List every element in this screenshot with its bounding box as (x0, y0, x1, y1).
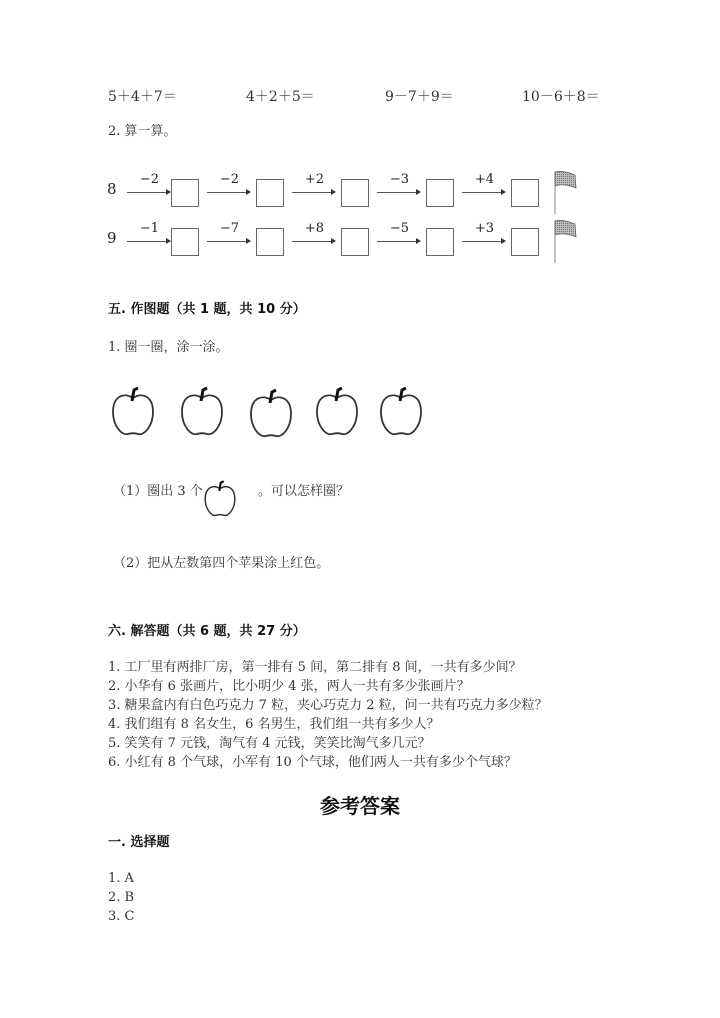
equation-4: 10－6＋8＝ (522, 89, 600, 105)
equation-2: 4＋2＋5＝ (246, 89, 315, 105)
answer-box[interactable] (171, 228, 199, 256)
answer-item-1: 1. A (108, 871, 134, 886)
answer-box[interactable] (256, 228, 284, 256)
answer-box[interactable] (341, 179, 369, 207)
word-problem-5: 5. 笑笑有 7 元钱，淘气有 4 元钱，笑笑比淘气多几元？ (108, 736, 431, 751)
answer-box[interactable] (256, 179, 284, 207)
section-5-heading: 五. 作图题（共 1 题，共 10 分） (108, 302, 306, 317)
chain-step: −2 (127, 170, 187, 210)
chain-step: −3 (377, 170, 437, 210)
answer-section-1-heading: 一. 选择题 (108, 835, 170, 850)
arrow-icon (462, 241, 502, 242)
equation-3: 9－7＋9＝ (385, 89, 454, 105)
flag-icon (553, 170, 579, 214)
arrow-icon (377, 192, 417, 193)
word-problem-4: 4. 我们组有 8 名女生，6 名男生，我们组一共有多少人？ (108, 717, 440, 732)
chain-step: −2 (207, 170, 267, 210)
subquestion-2: （2）把从左数第四个苹果涂上红色。 (113, 556, 330, 571)
word-problem-3: 3. 糖果盒内有白色巧克力 7 粒，夹心巧克力 2 粒，问一共有巧克力多少粒？ (108, 698, 548, 713)
equation-1: 5＋4＋7＝ (108, 89, 177, 105)
chain-step: −1 (127, 219, 187, 259)
arrow-icon (292, 241, 332, 242)
chain-start-number: 9 (107, 229, 117, 247)
arrow-icon (207, 241, 247, 242)
arrow-icon (462, 192, 502, 193)
apple-row (108, 384, 428, 444)
apple-icon[interactable] (378, 384, 424, 440)
word-problem-6: 6. 小红有 8 个气球，小军有 10 个气球，他们两人一共有多少个气球？ (108, 755, 517, 770)
section-5-question-1: 1. 圈一圈，涂一涂。 (108, 340, 229, 355)
chain-step: −7 (207, 219, 267, 259)
arrow-icon (292, 192, 332, 193)
word-problem-2: 2. 小华有 6 张画片，比小明少 4 张，两人一共有多少张画片？ (108, 679, 470, 694)
apple-icon (203, 478, 237, 520)
chain-step: +8 (292, 219, 352, 259)
subquestion-1-suffix: 。可以怎样圈？ (258, 484, 350, 499)
answer-key-title: 参考答案 (320, 794, 400, 818)
apple-icon[interactable] (248, 386, 294, 442)
apple-icon[interactable] (314, 384, 360, 440)
answer-box[interactable] (426, 179, 454, 207)
chain-step: +4 (462, 170, 522, 210)
arrow-icon (127, 192, 167, 193)
arrow-icon (207, 192, 247, 193)
section-6-heading: 六. 解答题（共 6 题，共 27 分） (108, 624, 306, 639)
chain-step: +3 (462, 219, 522, 259)
chain-step: −5 (377, 219, 437, 259)
answer-box[interactable] (511, 179, 539, 207)
arrow-icon (377, 241, 417, 242)
answer-item-2: 2. B (108, 890, 135, 905)
word-problem-1: 1. 工厂里有两排厂房，第一排有 5 间，第二排有 8 间，一共有多少间？ (108, 660, 522, 675)
answer-box[interactable] (341, 228, 369, 256)
apple-icon[interactable] (179, 384, 225, 440)
chain-start-number: 8 (107, 180, 117, 198)
apple-icon[interactable] (110, 384, 156, 440)
answer-box[interactable] (426, 228, 454, 256)
chain-step: +2 (292, 170, 352, 210)
arrow-icon (127, 241, 167, 242)
answer-box[interactable] (511, 228, 539, 256)
answer-box[interactable] (171, 179, 199, 207)
question-2-title: 2. 算一算。 (108, 124, 177, 139)
subquestion-1-prefix: （1）圈出 3 个 (113, 484, 203, 499)
flag-icon (553, 219, 579, 263)
answer-item-3: 3. C (108, 909, 135, 924)
